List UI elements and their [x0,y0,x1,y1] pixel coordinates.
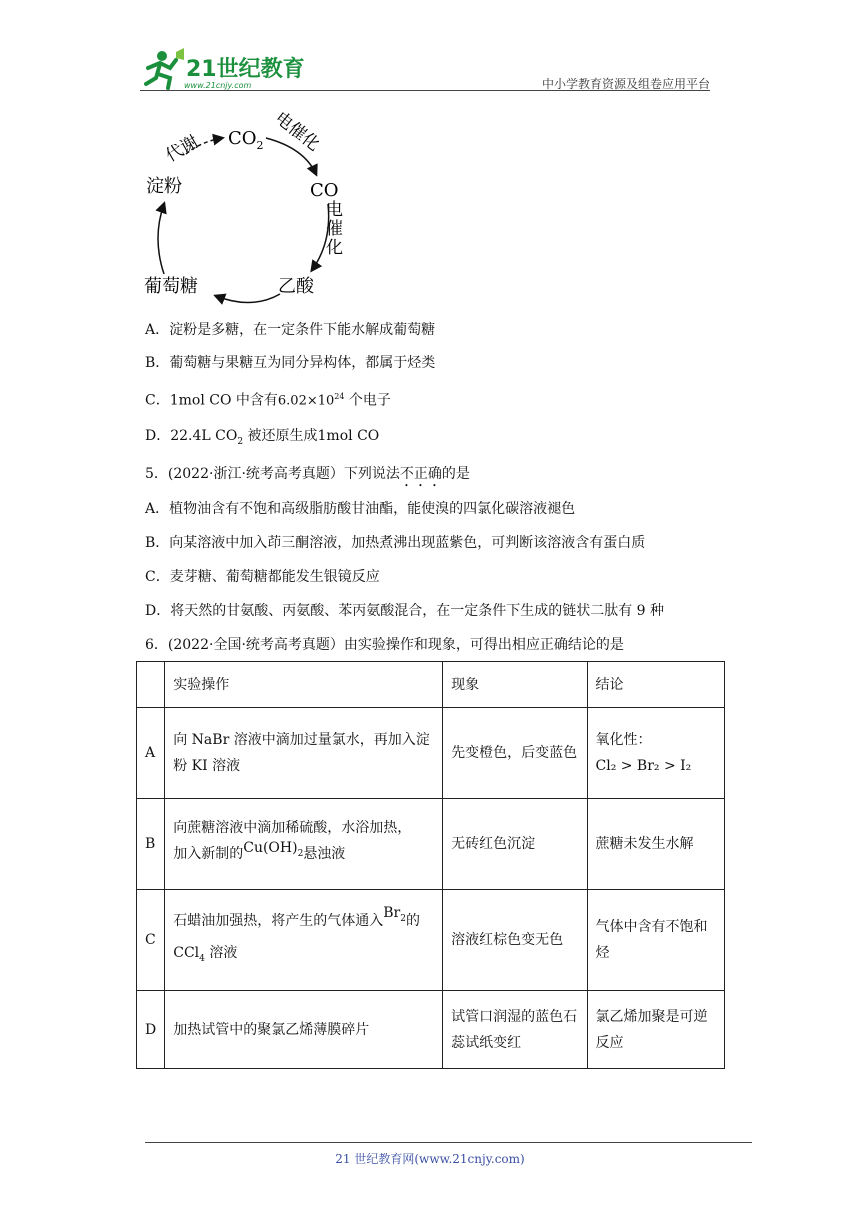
row-phenomenon: 溶液红棕色变无色 [443,890,587,991]
table-header-row [137,662,725,708]
row-phenomenon: 先变橙色，后变蓝色 [443,708,587,799]
glucose-to-starch-arrow [158,204,164,274]
table-row [137,708,725,799]
logo-text: 21世纪教育 [186,57,305,82]
row-conclusion: 氧化性： Cl₂ > Br₂ > I₂ [587,708,725,799]
q6-stem: 6．(2022·全国·统考高考真题）由实验操作和现象，可得出相应正确结论的是 [145,637,624,653]
site-logo [140,46,310,92]
q4-option-a: A．淀粉是多糖，在一定条件下能水解成葡萄糖 [145,322,436,338]
header-operation: 实验操作 [165,662,443,708]
starch-label: 淀粉 [146,176,182,197]
runner-icon [146,48,184,88]
acetic-acid-label: 乙酸 [278,276,314,297]
row-phenomenon: 试管口润湿的蓝色石蕊试纸变红 [443,991,587,1069]
header-conclusion: 结论 [587,662,725,708]
q4-option-d: D．22.4L $CO_2$ 被还原生成1mol CO [145,428,380,447]
header-platform-text: 中小学教育资源及组卷应用平台 [541,77,710,91]
header-phenomenon: 现象 [443,662,587,708]
metabolism-label: 代谢 [162,132,202,167]
row-label: B [137,799,165,890]
row-operation: 加热试管中的聚氯乙烯薄膜碎片 [165,991,443,1069]
row-conclusion: 气体中含有不饱和烃 [587,890,725,991]
acid-to-glucose-arrow [216,294,280,303]
q5-option-c: C．麦芽糖、葡萄糖都能发生银镜反应 [145,569,380,585]
q5-option-b: B．向某溶液中加入茚三酮溶液，加热煮沸出现蓝紫色，可判断该溶液含有蛋白质 [145,535,646,551]
row-operation: 向蔗糖溶液中滴加稀硫酸，水浴加热， 加入新制的$Cu(OH)_2$悬浊液 [165,799,443,890]
q5-option-d: D．将天然的甘氨酸、丙氨酸、苯丙氨酸混合，在一定条件下生成的链状二肽有 9 种 [145,603,665,619]
emphasis-not-correct: 不正确 [399,466,442,482]
q5-option-a: A．植物油含有不饱和高级脂肪酸甘油酯，能使溴的四氯化碳溶液褪色 [145,501,576,517]
co-label: CO [310,180,339,201]
q4-option-c: C．1mol CO 中含有$6.02\times 10^{24}$ 个电子 [145,392,391,409]
logo-url: www.21cnjy.com [184,81,252,90]
q4-option-b: B．葡萄糖与果糖互为同分异构体，都属于烃类 [145,355,436,371]
table-cell-empty [137,662,165,708]
electrocatalysis-label-2: 电催化 [322,200,342,257]
row-label: D [137,991,165,1069]
electrocatalysis-label-1: 电催化 [270,108,324,156]
row-phenomenon: 无砖红色沉淀 [443,799,587,890]
q5-stem: 5．(2022·浙江·统考高考真题）下列说法不正确的是 [145,466,470,482]
row-operation: 石蜡油加强热，将产生的气体通入$Br_2$的 CCl$_4$ 溶液 [165,890,443,991]
glucose-label: 葡萄糖 [144,276,198,297]
header-divider [140,90,710,91]
footer-divider [145,1142,752,1143]
row-operation: 向 NaBr 溶液中滴加过量氯水，再加入淀粉 KI 溶液 [165,708,443,799]
table-row [137,799,725,890]
table-row [137,890,725,991]
table-row [137,991,725,1069]
row-label: C [137,890,165,991]
co2-label: $CO_2$ [228,128,264,152]
footer-site-link[interactable]: 21 世纪教育网(www.21cnjy.com) [335,1152,525,1166]
starch-cycle-diagram [140,108,360,308]
row-label: A [137,708,165,799]
row-conclusion: 氯乙烯加聚是可逆反应 [587,991,725,1069]
experiment-table [136,661,725,1069]
row-conclusion: 蔗糖未发生水解 [587,799,725,890]
